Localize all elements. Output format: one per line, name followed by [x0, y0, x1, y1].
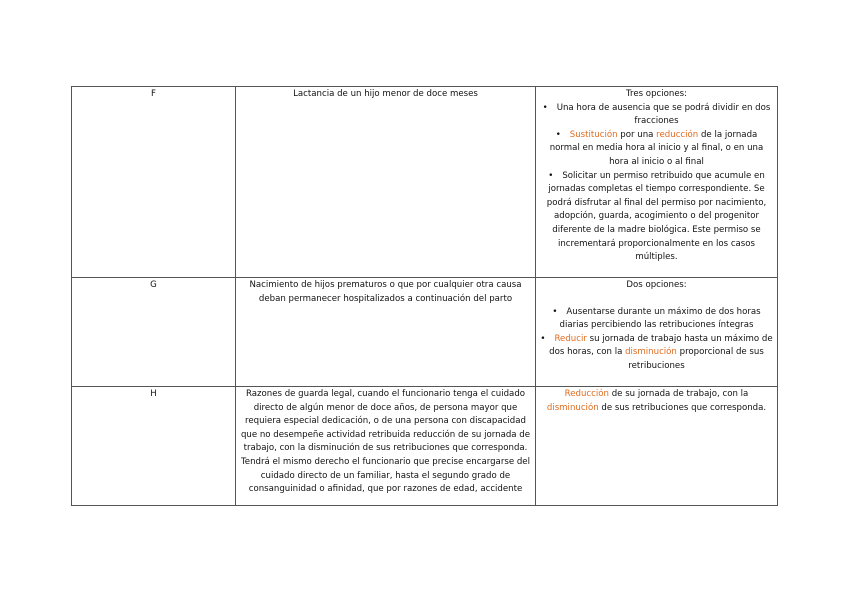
- options-cell: [536, 87, 778, 278]
- options-title: Tres opciones:: [625, 89, 687, 99]
- row-letter: H: [72, 387, 236, 506]
- highlight-word: disminución: [546, 402, 599, 413]
- list-item: • Sustitución por una reducción de la jornada normal en media hora al inicio y al final, o en una hora al inicio o al final: [549, 129, 764, 167]
- options-list: [540, 102, 773, 265]
- options-title: Dos opciones:: [626, 280, 687, 290]
- highlight-word: disminución: [625, 347, 677, 358]
- situation-cell: Razones de guarda legal, cuando el funcionario tenga el cuidado directo de algún menor de doce años, de persona mayor que requiera especial dedicación, o de una persona con discapacidad que no desempeñe actividad retribuida reducción de su jornada de trabajo, con la disminución de sus retribuciones que corresponda. Tendrá el mismo derecho el funcionario que precise encargarse del cuidado directo de un familiar, hasta el segundo grado de consanguinidad o afinidad, que por razones de edad, accidente: [236, 387, 536, 506]
- highlight-word: Sustitución: [569, 129, 618, 140]
- highlight-word: Reducción: [564, 389, 609, 399]
- highlight-word: Reducir: [554, 333, 587, 344]
- table-row-h: [72, 387, 778, 506]
- row-letter: F: [72, 87, 236, 278]
- table-row-g: [72, 278, 778, 387]
- leave-table: [71, 86, 778, 506]
- highlight-word: reducción: [656, 129, 699, 140]
- options-list: [540, 306, 773, 374]
- list-item: • Ausentarse durante un máximo de dos horas diarias percibiendo las retribuciones íntegras: [552, 306, 761, 331]
- list-item: • Solicitar un permiso retribuido que acumule en jornadas completas el tiempo correspondiente. Se podrá disfrutar al final del permiso por nacimiento, adopción, guarda, acogimiento o del progenitor diferente de la madre biológica. Este permiso se incrementará proporcionalmente en los casos múltiples.: [546, 170, 767, 263]
- options-cell: [536, 278, 778, 387]
- list-item: • Reducir su jornada de trabajo hasta un máximo de dos horas, con la disminución proporcional de sus retribuciones: [540, 333, 773, 371]
- situation-cell: Nacimiento de hijos prematuros o que por cualquier otra causa deban permanecer hospitalizados a continuación del parto: [236, 278, 536, 387]
- table-row-f: [72, 87, 778, 278]
- answer-cell: Reducción de su jornada de trabajo, con la disminución de sus retribuciones que corresponda.: [536, 387, 778, 506]
- list-item: • Una hora de ausencia que se podrá dividir en dos fracciones: [542, 102, 771, 127]
- situation-cell: Lactancia de un hijo menor de doce meses: [236, 87, 536, 278]
- row-letter: G: [72, 278, 236, 387]
